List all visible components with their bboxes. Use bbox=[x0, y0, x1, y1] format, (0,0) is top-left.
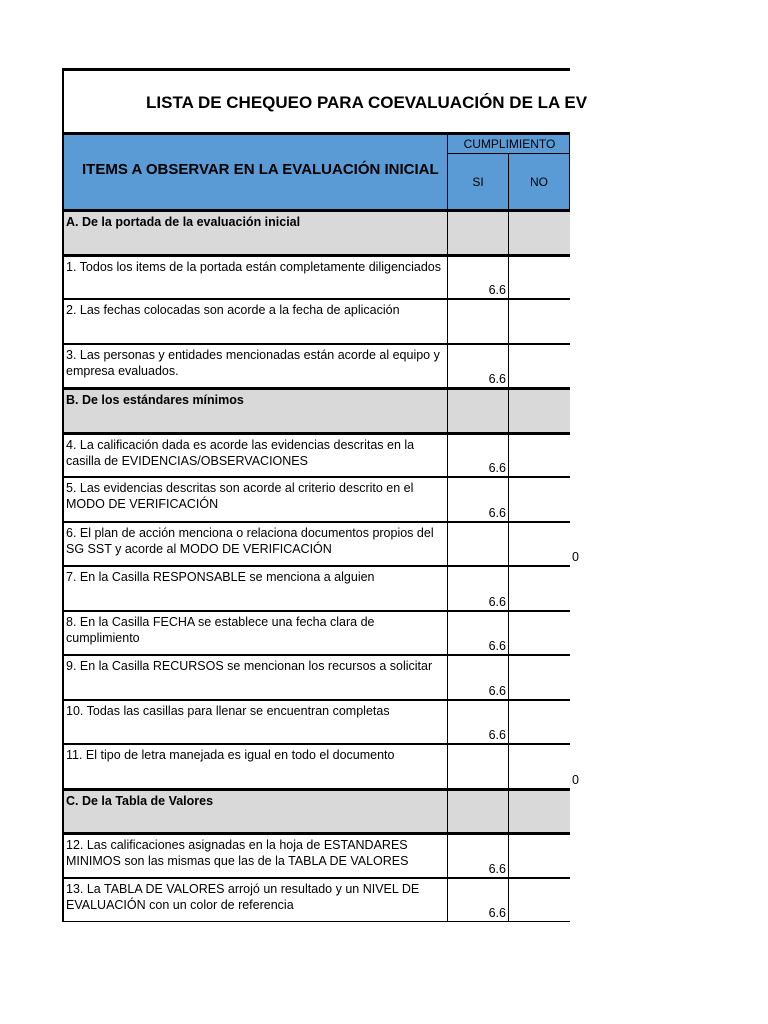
item-label: 11. El tipo de letra manejada es igual en todo el documento bbox=[66, 748, 395, 762]
item-text-cell[interactable] bbox=[62, 255, 448, 299]
item-text-cell[interactable] bbox=[62, 344, 448, 388]
no-cell[interactable] bbox=[508, 611, 570, 655]
section-label: C. De la Tabla de Valores bbox=[66, 794, 214, 808]
section-label: B. De los estándares mínimos bbox=[66, 393, 244, 407]
no-cell[interactable] bbox=[508, 477, 570, 522]
si-cell[interactable] bbox=[447, 255, 509, 299]
si-cell[interactable] bbox=[447, 566, 509, 611]
no-cell[interactable] bbox=[508, 833, 570, 878]
si-value: 6.6 bbox=[488, 372, 506, 386]
table-row bbox=[62, 878, 570, 922]
no-cell[interactable] bbox=[508, 522, 579, 566]
item-text-cell[interactable] bbox=[62, 744, 448, 789]
si-value: 6.6 bbox=[488, 461, 506, 475]
si-cell[interactable] bbox=[447, 210, 509, 255]
page-title: LISTA DE CHEQUEO PARA COEVALUACIÓN DE LA EV bbox=[146, 93, 588, 112]
si-cell[interactable] bbox=[447, 477, 509, 522]
item-label: 9. En la Casilla RECURSOS se mencionan los recursos a solicitar bbox=[66, 659, 433, 673]
no-cell[interactable] bbox=[508, 566, 570, 611]
si-cell[interactable] bbox=[447, 433, 509, 477]
table-row bbox=[62, 833, 570, 878]
si-cell[interactable] bbox=[447, 611, 509, 655]
item-text-cell[interactable] bbox=[62, 433, 448, 477]
table-row bbox=[62, 255, 570, 299]
item-label: 4. La calificación dada es acorde las evidencias descritas en la casilla de EVIDENCIAS/OBSERVACIONES bbox=[66, 438, 415, 468]
cumplimiento-header-label: CUMPLIMIENTO bbox=[463, 137, 556, 151]
item-text-cell[interactable] bbox=[62, 789, 448, 833]
si-value: 6.6 bbox=[488, 506, 506, 520]
no-header-label: NO bbox=[530, 175, 548, 189]
no-cell[interactable] bbox=[508, 299, 570, 344]
si-cell[interactable] bbox=[447, 388, 509, 433]
si-value: 6.6 bbox=[488, 595, 506, 609]
items-header-cell[interactable] bbox=[62, 134, 448, 210]
no-cell[interactable] bbox=[508, 255, 570, 299]
si-cell[interactable] bbox=[447, 344, 509, 388]
item-label: 6. El plan de acción menciona o relaciona documentos propios del SG SST y acorde al MODO DE VERIFICACIÓN bbox=[66, 526, 434, 556]
item-label: 8. En la Casilla FECHA se establece una fecha clara de cumplimiento bbox=[66, 615, 375, 645]
table-row bbox=[62, 611, 570, 655]
si-value: 6.6 bbox=[488, 862, 506, 876]
item-text-cell[interactable] bbox=[62, 566, 448, 611]
item-label: 5. Las evidencias descritas son acorde al criterio descrito en el MODO DE VERIFICACIÓN bbox=[66, 481, 414, 511]
no-cell[interactable] bbox=[508, 344, 570, 388]
no-header-cell[interactable] bbox=[508, 153, 570, 210]
item-text-cell[interactable] bbox=[62, 522, 448, 566]
no-cell[interactable] bbox=[508, 655, 570, 700]
cumplimiento-header-cell[interactable] bbox=[447, 134, 570, 154]
si-cell[interactable] bbox=[447, 655, 509, 700]
si-value: 6.6 bbox=[488, 906, 506, 920]
item-text-cell[interactable] bbox=[62, 477, 448, 522]
item-label: 7. En la Casilla RESPONSABLE se menciona a alguien bbox=[66, 570, 375, 584]
si-value: 6.6 bbox=[488, 639, 506, 653]
item-label: 12. Las calificaciones asignadas en la hoja de ESTANDARES MINIMOS son las mismas que las de la TABLA DE VALORES bbox=[66, 838, 409, 868]
no-cell[interactable] bbox=[508, 789, 570, 833]
si-cell[interactable] bbox=[447, 878, 509, 922]
item-text-cell[interactable] bbox=[62, 210, 448, 255]
item-label: 1. Todos los items de la portada están completamente diligenciados bbox=[66, 260, 441, 274]
table-row bbox=[62, 566, 570, 611]
table-row bbox=[62, 477, 570, 522]
items-header-label: ITEMS A OBSERVAR EN LA EVALUACIÓN INICIAL bbox=[82, 161, 439, 178]
si-value: 6.6 bbox=[488, 684, 506, 698]
si-cell[interactable] bbox=[447, 700, 509, 744]
no-value: 0 bbox=[572, 550, 579, 564]
no-cell[interactable] bbox=[508, 744, 579, 789]
si-value: 6.6 bbox=[488, 728, 506, 742]
table-row bbox=[62, 522, 579, 566]
no-cell[interactable] bbox=[508, 388, 570, 433]
table-row bbox=[62, 299, 570, 344]
no-cell[interactable] bbox=[508, 700, 570, 744]
item-text-cell[interactable] bbox=[62, 299, 448, 344]
item-text-cell[interactable] bbox=[62, 878, 448, 922]
title-row bbox=[62, 68, 588, 134]
si-cell[interactable] bbox=[447, 522, 509, 566]
si-value: 6.6 bbox=[488, 283, 506, 297]
item-label: 10. Todas las casillas para llenar se encuentran completas bbox=[66, 704, 390, 718]
table-row bbox=[62, 344, 570, 388]
table-row bbox=[62, 744, 579, 789]
si-cell[interactable] bbox=[447, 744, 509, 789]
si-header-cell[interactable] bbox=[447, 153, 509, 210]
item-text-cell[interactable] bbox=[62, 388, 448, 433]
section-label: A. De la portada de la evaluación inicial bbox=[66, 215, 301, 229]
si-header-label: SI bbox=[472, 175, 484, 189]
item-label: 3. Las personas y entidades mencionadas están acorde al equipo y empresa evaluados. bbox=[66, 348, 440, 378]
si-cell[interactable] bbox=[447, 299, 509, 344]
item-text-cell[interactable] bbox=[62, 611, 448, 655]
item-text-cell[interactable] bbox=[62, 833, 448, 878]
table-row bbox=[62, 655, 570, 700]
section-row bbox=[62, 210, 570, 255]
si-cell[interactable] bbox=[447, 833, 509, 878]
no-cell[interactable] bbox=[508, 433, 570, 477]
no-value: 0 bbox=[572, 773, 579, 787]
si-cell[interactable] bbox=[447, 789, 509, 833]
section-row bbox=[62, 789, 570, 833]
no-cell[interactable] bbox=[508, 210, 570, 255]
item-text-cell[interactable] bbox=[62, 655, 448, 700]
item-label: 13. La TABLA DE VALORES arrojó un resultado y un NIVEL DE EVALUACIÓN con un color de referencia bbox=[66, 882, 420, 912]
table-row bbox=[62, 433, 570, 477]
section-row bbox=[62, 388, 570, 433]
item-label: 2. Las fechas colocadas son acorde a la fecha de aplicación bbox=[66, 303, 400, 317]
item-text-cell[interactable] bbox=[62, 700, 448, 744]
no-cell[interactable] bbox=[508, 878, 570, 922]
table-row bbox=[62, 700, 570, 744]
